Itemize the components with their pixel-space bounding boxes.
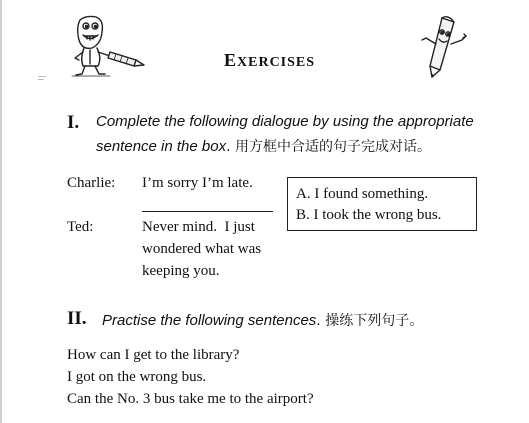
practice-sentence: I got on the wrong bus. bbox=[67, 369, 207, 385]
section-1-number: I. bbox=[67, 112, 80, 133]
dialogue-line-ted-3: keeping you. bbox=[142, 263, 220, 279]
option-b: B. I took the wrong bus. bbox=[296, 207, 442, 223]
margin-mark bbox=[38, 79, 44, 80]
section-1-instruction-line2: sentence in the box. 用方框中合适的句子完成对话。 bbox=[96, 138, 431, 155]
page-title: EXERCISES bbox=[224, 50, 316, 70]
speaker-ted: Ted: bbox=[67, 219, 94, 235]
pencil-character-icon bbox=[420, 14, 468, 80]
page-edge-shadow bbox=[0, 0, 2, 423]
cartoon-student-with-pencil-icon bbox=[70, 14, 150, 78]
section-1-instruction-line1: Complete the following dialogue by using the appropriate bbox=[96, 113, 474, 130]
dialogue-line-ted-1: Never mind. I just bbox=[142, 219, 255, 235]
dialogue-line-charlie: I’m sorry I’m late. bbox=[142, 175, 253, 191]
option-a: A. I found something. bbox=[296, 186, 429, 202]
section-2-instruction: Practise the following sentences. 操练下列句子。 bbox=[102, 312, 424, 329]
margin-mark bbox=[38, 76, 46, 77]
practice-sentence: Can the No. 3 bus take me to the airport? bbox=[67, 391, 314, 407]
answer-blank bbox=[142, 211, 273, 212]
practice-sentence: How can I get to the library? bbox=[67, 347, 240, 363]
options-box bbox=[287, 177, 477, 231]
section-2-number: II. bbox=[67, 308, 87, 329]
dialogue-line-ted-2: wondered what was bbox=[142, 241, 262, 257]
speaker-charlie: Charlie: bbox=[67, 175, 116, 191]
